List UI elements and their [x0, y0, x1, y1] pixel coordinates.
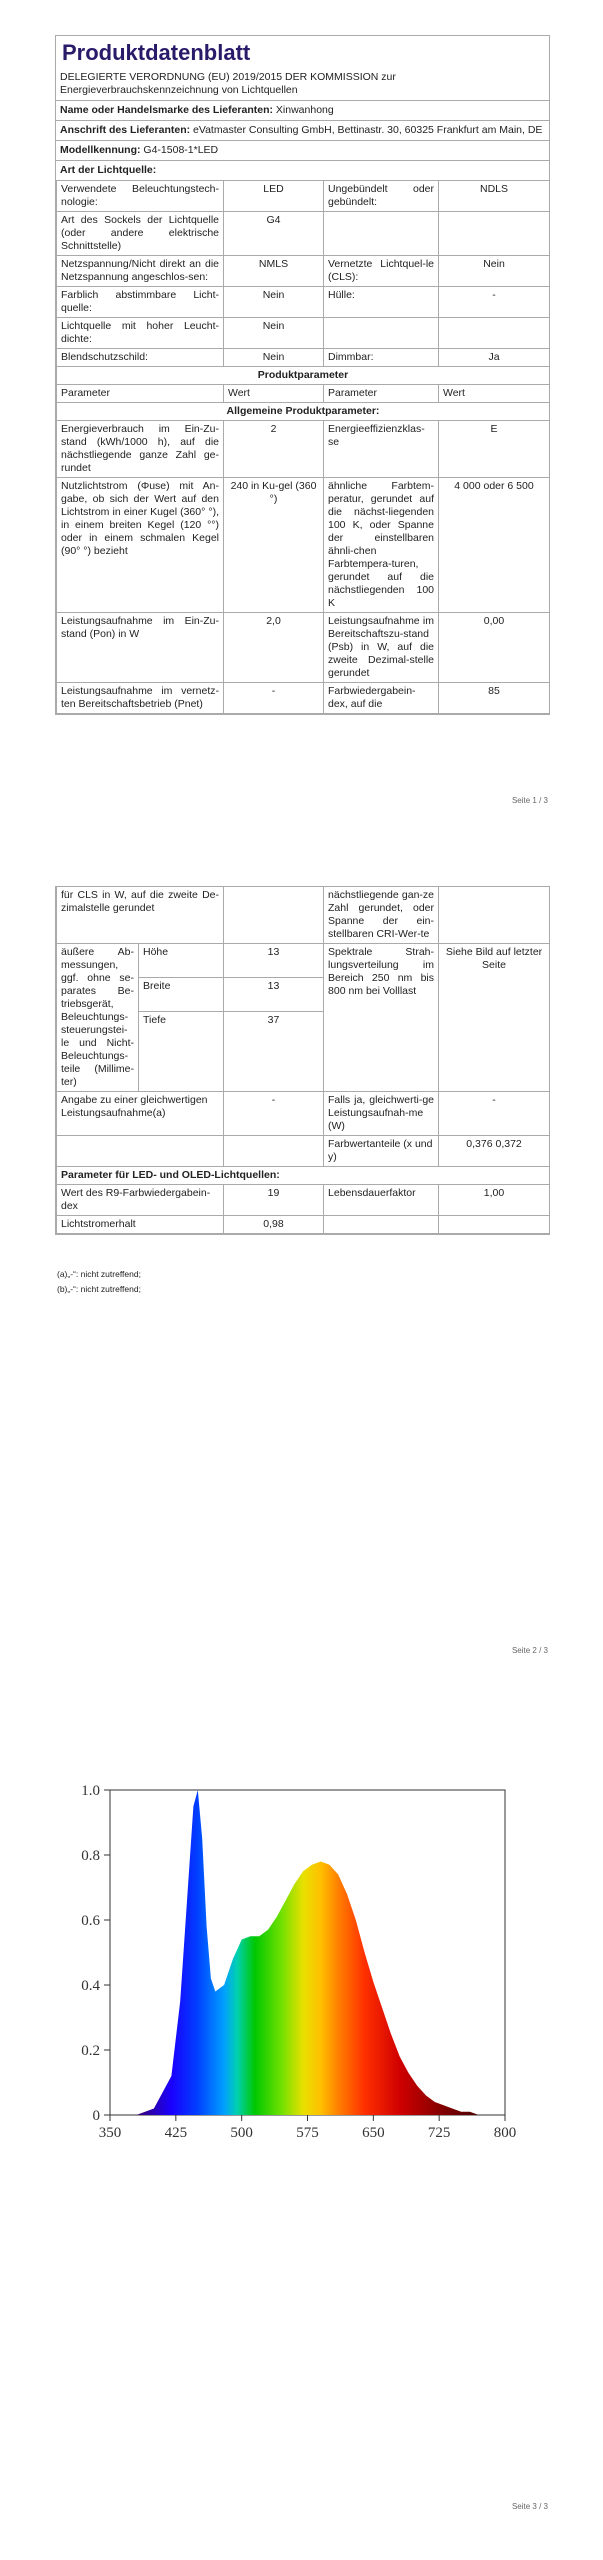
- param-value: -: [439, 287, 550, 318]
- y-tick-label: 0: [92, 2108, 100, 2124]
- table-row: [57, 212, 550, 256]
- table-row: [57, 683, 550, 714]
- dimension-name: Breite: [139, 978, 224, 1012]
- y-tick-label: 0.2: [81, 2043, 100, 2059]
- table-row: [57, 944, 550, 978]
- x-tick-label: 575: [296, 2125, 319, 2141]
- type-heading: Art der Lichtquelle:: [56, 160, 549, 180]
- param-value: Nein: [439, 256, 550, 287]
- param-value: 2: [224, 421, 324, 478]
- dimension-value: 13: [224, 944, 324, 978]
- equiv-power-value: -: [224, 1092, 324, 1136]
- spectrum-chart-svg: [55, 1760, 548, 2240]
- table-row: [57, 318, 550, 349]
- param-label: [324, 318, 439, 349]
- product-params-heading: Produktparameter: [57, 367, 550, 385]
- table-row: [57, 349, 550, 367]
- param-label: Leistungsaufnahme im vernetz-ten Bereitschaftsbetrieb (Pnet): [57, 683, 224, 714]
- param-label: Dimmbar:: [324, 349, 439, 367]
- model-label: Modellkennung:: [60, 144, 141, 156]
- table-row: [57, 403, 550, 421]
- if-yes-value: -: [439, 1092, 550, 1136]
- param-value: E: [439, 421, 550, 478]
- param-value: 2,0: [224, 613, 324, 683]
- y-tick-label: 1.0: [81, 1783, 100, 1799]
- table-row: [57, 1092, 550, 1136]
- spectrum-chart: [55, 1760, 548, 2240]
- dimension-name: Höhe: [139, 944, 224, 978]
- dimension-value: 13: [224, 978, 324, 1012]
- param-value: NMLS: [224, 256, 324, 287]
- param-label: Netzspannung/Nicht direkt an die Netzspannung angeschlos-sen:: [57, 256, 224, 287]
- lifetime-factor-value: 1,00: [439, 1185, 550, 1216]
- dimension-value: 37: [224, 1012, 324, 1092]
- footnote-b: (b)„-“: nicht zutreffend;: [57, 1284, 141, 1294]
- column-header: Wert: [224, 385, 324, 403]
- param-value: -: [224, 683, 324, 714]
- param-label: Art des Sockels der Lichtquelle (oder andere elektrische Schnittstelle): [57, 212, 224, 256]
- param-label: [324, 212, 439, 256]
- y-tick-label: 0.4: [81, 1978, 100, 1994]
- param-value: Nein: [224, 287, 324, 318]
- param-label: Hülle:: [324, 287, 439, 318]
- supplier-name-row: [56, 100, 549, 120]
- dimensions-label: äußere Ab-messungen, ggf. ohne se-parates Be-triebsgerät, Beleuchtungs-steuerungstei-le und Nicht-Beleuchtungs-teile (Millime-ter): [57, 944, 139, 1092]
- param-label: Vernetzte Lichtquel-le (CLS):: [324, 256, 439, 287]
- param-label: Verwendete Beleuchtungstech-nologie:: [57, 181, 224, 212]
- param-label: Farbwiedergabein-dex, auf die: [324, 683, 439, 714]
- table-row: [57, 1216, 550, 1234]
- model-row: [56, 140, 549, 160]
- param-value: Nein: [224, 349, 324, 367]
- column-header: Parameter: [57, 385, 224, 403]
- datasheet-page-1: [55, 35, 550, 715]
- x-tick-label: 500: [230, 2125, 253, 2141]
- params-table-continued: [56, 886, 550, 1234]
- lumen-maintenance-label: Lichtstromerhalt: [57, 1216, 224, 1234]
- spectral-label: Spektrale Strah-lungsverteilung im Bereich 250 nm bis 800 nm bei Volllast: [324, 944, 439, 1092]
- page-title: Produktdatenblatt: [62, 40, 251, 65]
- param-label: Lichtquelle mit hoher Leucht-dichte:: [57, 318, 224, 349]
- footnote-a: (a)„-“: nicht zutreffend;: [57, 1269, 141, 1279]
- column-header: Parameter: [324, 385, 439, 403]
- if-yes-label: Falls ja, gleichwerti-ge Leistungsaufnah-me (W): [324, 1092, 439, 1136]
- lifetime-factor-label: Lebensdauerfaktor: [324, 1185, 439, 1216]
- page-2: [0, 880, 603, 1680]
- param-value: 85: [439, 683, 550, 714]
- equiv-power-label: Angabe zu einer gleichwertigen Leistungsaufnahme(a): [57, 1092, 224, 1136]
- chromaticity-label: Farbwertanteile (x und y): [324, 1136, 439, 1167]
- table-row: [57, 256, 550, 287]
- page-number: Seite 3 / 3: [511, 2502, 548, 2511]
- datasheet-page-2: [55, 886, 550, 1235]
- table-header-row: [57, 385, 550, 403]
- table-row: [57, 1167, 550, 1185]
- supplier-name-label: Name oder Handelsmarke des Lieferanten:: [60, 104, 273, 116]
- page-number: Seite 1 / 3: [511, 796, 548, 805]
- model-value: G4-1508-1*LED: [143, 144, 219, 156]
- x-tick-label: 350: [98, 2125, 122, 2141]
- param-label: für CLS in W, auf die zweite De-zimalstelle gerundet: [57, 887, 224, 944]
- param-label: Leistungsaufnahme im Bereitschaftszu-stand (Psb) in W, auf die zweite Dezimal-stelle gerundet: [324, 613, 439, 683]
- chromaticity-value: 0,376 0,372: [439, 1136, 550, 1167]
- param-value: NDLS: [439, 181, 550, 212]
- x-tick-label: 650: [362, 2125, 385, 2141]
- table-row: [57, 287, 550, 318]
- r9-label: Wert des R9-Farbwiedergabein-dex: [57, 1185, 224, 1216]
- param-label: Farblich abstimmbare Licht-quelle:: [57, 287, 224, 318]
- param-value: [439, 318, 550, 349]
- param-value: Ja: [439, 349, 550, 367]
- param-value: G4: [224, 212, 324, 256]
- page-number: Seite 2 / 3: [511, 1646, 548, 1655]
- param-value: [439, 887, 550, 944]
- param-value: 0,00: [439, 613, 550, 683]
- regulation-text: DELEGIERTE VERORDNUNG (EU) 2019/2015 DER KOMMISSION zur Energieverbrauchskennzeichnung von Lichtquellen: [60, 71, 396, 96]
- param-label: Leistungsaufnahme im Ein-Zu-stand (Pon) in W: [57, 613, 224, 683]
- x-tick-label: 800: [493, 2125, 517, 2141]
- param-value: Nein: [224, 318, 324, 349]
- dimension-name: Tiefe: [139, 1012, 224, 1092]
- table-row: [57, 1136, 550, 1167]
- param-value: 240 in Ku-gel (360 °): [224, 478, 324, 613]
- supplier-address-row: [56, 120, 549, 140]
- y-tick-label: 0.8: [81, 1848, 100, 1864]
- spectral-value: Siehe Bild auf letzter Seite: [439, 944, 550, 1092]
- param-value: [439, 212, 550, 256]
- param-label: Energieeffizienzklas-se: [324, 421, 439, 478]
- table-row: [57, 1185, 550, 1216]
- table-row: [57, 613, 550, 683]
- param-label: Ungebündelt oder gebündelt:: [324, 181, 439, 212]
- param-value: LED: [224, 181, 324, 212]
- table-row: [57, 421, 550, 478]
- table-row: [57, 367, 550, 385]
- column-header: Wert: [439, 385, 550, 403]
- param-value: [224, 887, 324, 944]
- param-label: Energieverbrauch im Ein-Zu-stand (kWh/1000 h), auf die nächstliegende ganze Zahl ge-rundet: [57, 421, 224, 478]
- param-label: Blendschutzschild:: [57, 349, 224, 367]
- r9-value: 19: [224, 1185, 324, 1216]
- table-row: [57, 181, 550, 212]
- lumen-maintenance-value: 0,98: [224, 1216, 324, 1234]
- x-tick-label: 725: [427, 2125, 451, 2141]
- y-tick-label: 0.6: [81, 1913, 100, 1929]
- x-tick-label: 425: [164, 2125, 188, 2141]
- supplier-address: eVatmaster Consulting GmbH, Bettinastr. 30, 60325 Frankfurt am Main, DE: [193, 124, 543, 136]
- param-label: nächstliegende gan-ze Zahl gerundet, oder Spanne der ein-stellbaren CRI-Wer-te: [324, 887, 439, 944]
- supplier-name: Xinwanhong: [275, 104, 334, 116]
- table-row: [57, 478, 550, 613]
- table-row: [57, 887, 550, 944]
- supplier-address-label: Anschrift des Lieferanten:: [60, 124, 191, 136]
- led-params-heading: Parameter für LED- und OLED-Lichtquellen:: [57, 1167, 550, 1185]
- param-value: 4 000 oder 6 500: [439, 478, 550, 613]
- param-label: ähnliche Farbtem-peratur, gerundet auf die nächst-liegenden 100 K, oder Spanne der einstellbaren ähnli-chen Farbtempera-turen, gerundet auf die nächstliegenden 100 K: [324, 478, 439, 613]
- general-params-heading: Allgemeine Produktparameter:: [57, 403, 550, 421]
- param-label: Nutzlichtstrom (Φuse) mit An-gabe, ob sich der Wert auf den Lichtstrom in einer Kugel (360° °), in einem breiten Kegel (120 °°) oder in einem schmalen Kegel (90° °) bezieht: [57, 478, 224, 613]
- page-1: [0, 0, 603, 820]
- type-table: [56, 180, 550, 714]
